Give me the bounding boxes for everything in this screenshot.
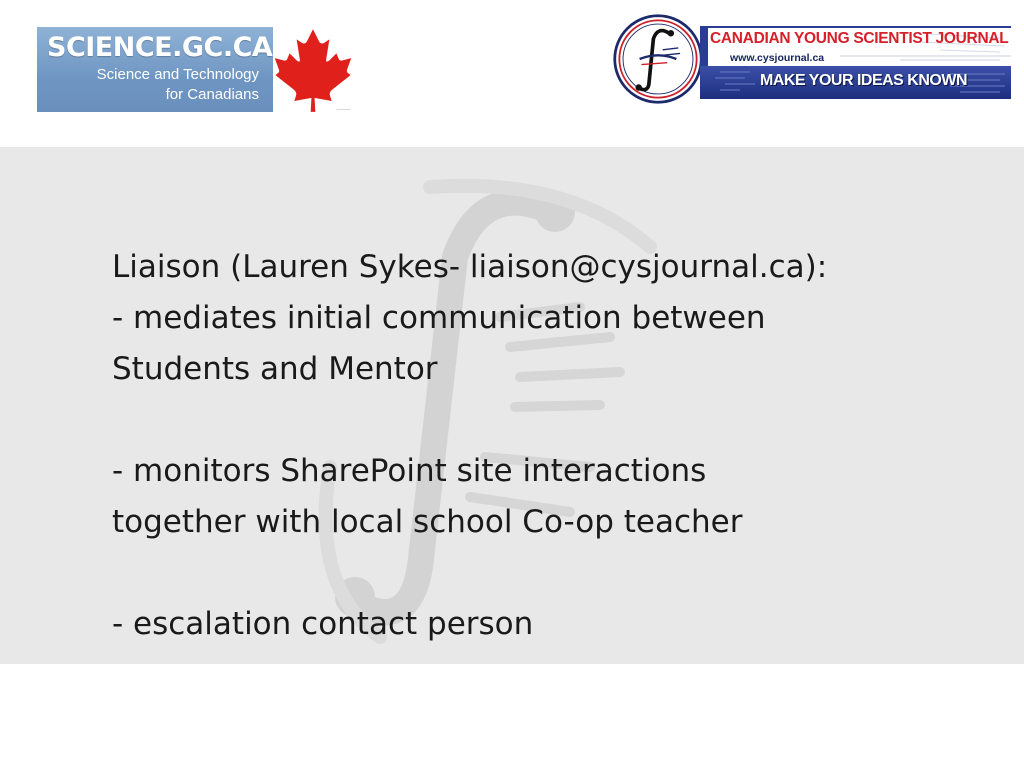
spacer	[112, 395, 972, 446]
cysj-emblem-icon[interactable]	[612, 13, 704, 105]
cysj-banner[interactable]	[700, 26, 1011, 99]
point2-line1: - monitors SharePoint site interactions	[112, 453, 707, 489]
content-panel	[0, 147, 1024, 664]
cysj-url[interactable]: www.cysjournal.ca	[730, 52, 825, 64]
science-gc-subtitle-line2: for Canadians	[165, 86, 259, 103]
point1-line2: Students and Mentor	[112, 351, 438, 387]
science-gc-logo[interactable]	[37, 27, 273, 112]
point1-line1: - mediates initial communication between	[112, 300, 766, 336]
maple-leaf-icon	[274, 26, 352, 112]
cysj-name: CANADIAN YOUNG SCIENTIST JOURNAL	[710, 30, 1009, 47]
point3: - escalation contact person	[112, 606, 534, 642]
spacer	[112, 548, 972, 599]
cysj-tagline: MAKE YOUR IDEAS KNOWN	[760, 72, 967, 89]
slide-body-text	[112, 242, 972, 650]
science-gc-title: SCIENCE.GC.CA	[47, 32, 273, 63]
science-gc-subtitle-line1: Science and Technology	[96, 66, 259, 83]
liaison-heading: Liaison (Lauren Sykes- liaison@cysjournal.ca):	[112, 249, 828, 285]
point2-line2: together with local school Co-op teacher	[112, 504, 743, 540]
